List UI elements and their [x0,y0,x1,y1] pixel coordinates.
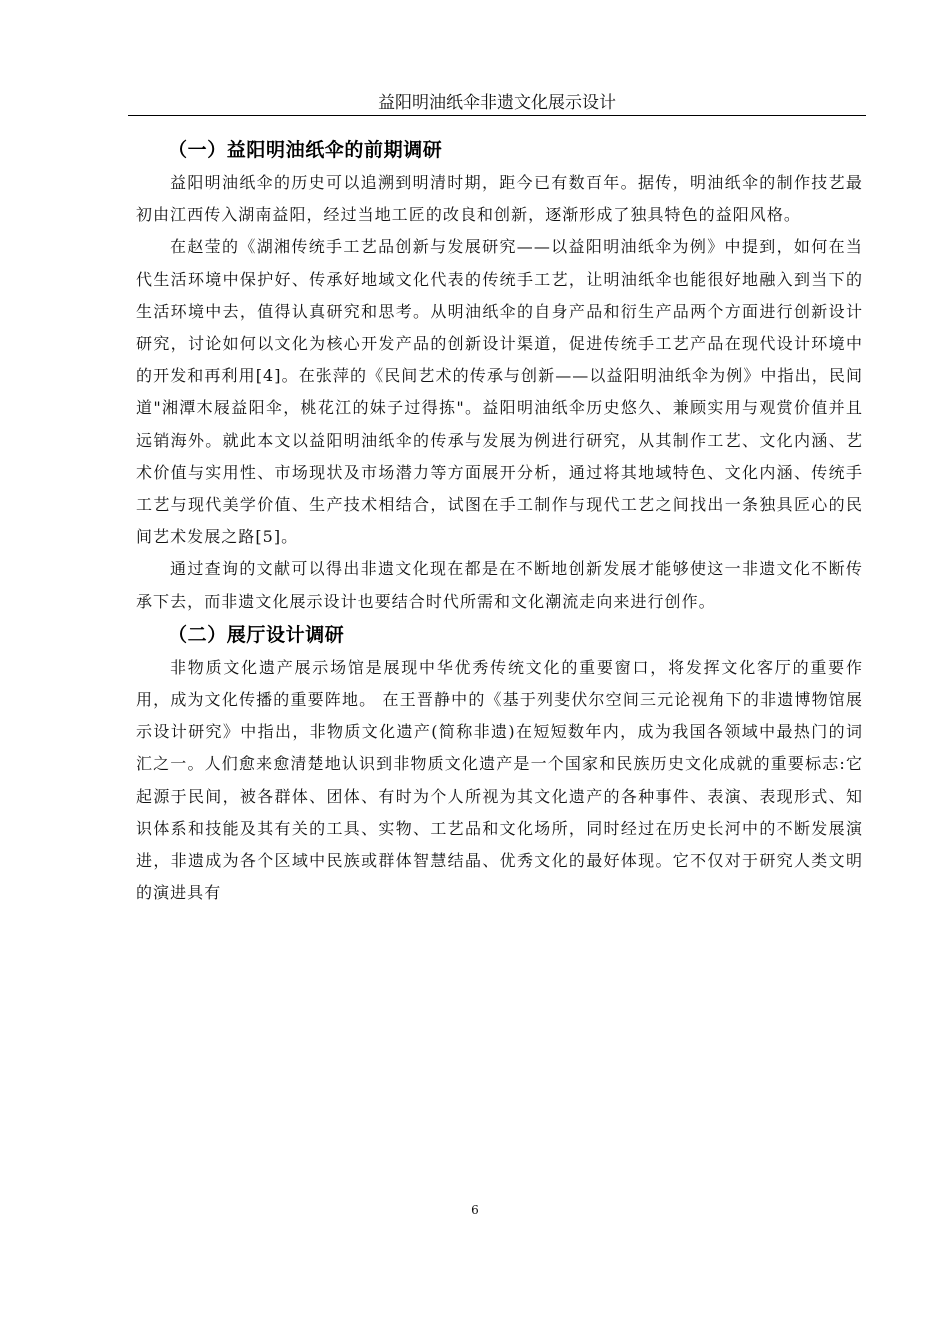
section-heading-preliminary-research: （一）益阳明油纸伞的前期调研 [168,139,443,161]
section-heading-exhibition-hall-research: （二）展厅设计调研 [168,623,345,646]
page-number: 6 [471,1203,479,1217]
header-divider [128,115,866,116]
paragraph: 益阳明油纸伞的历史可以追溯到明清时期，距今已有数百年。据传，明油纸伞的制作技艺最初由江西传入湖南益阳，经过当地工匠的改良和创新，逐渐形成了独具特色的益阳风格。 [136,173,863,225]
paragraph: 通过查询的文献可以得出非遗文化现在都是在不断地创新发展才能够使这一非遗文化不断传承下去，而非遗文化展示设计也要结合时代所需和文化潮流走向来进行创作。 [136,559,863,611]
running-header-title: 益阳明油纸伞非遗文化展示设计 [378,93,616,113]
paragraph: 非物质文化遗产展示场馆是展现中华优秀传统文化的重要窗口，将发挥文化客厅的重要作用，成为文化传播的重要阵地。 在王晋静中的《基于列斐伏尔空间三元论视角下的非遗博物馆展示设计研究》中指出，非物质文化遗产(简称非遗)在短短数年内，成为我国各领域中最热门的词汇之一。人们愈来愈清楚地认识到非物质文化遗产是一个国家和民族历史文化成就的重要标志:它起源于民间，被各群体、团体、有时为个人所视为其文化遗产的各种事件、表演、表现形式、知识体系和技能及其有关的工具、实物、工艺品和文化场所，同时经过在历史长河中的不断发展演进，非遗成为各个区域中民族或群体智慧结晶、优秀文化的最好体现。它不仅对于研究人类文明的演进具有 [136,657,863,903]
paragraph: 在赵莹的《湖湘传统手工艺品创新与发展研究——以益阳明油纸伞为例》中提到，如何在当代生活环境中保护好、传承好地域文化代表的传统手工艺，让明油纸伞也能很好地融入到当下的生活环境中去，值得认真研究和思考。从明油纸伞的自身产品和衍生产品两个方面进行创新设计研究，讨论如何以文化为核心开发产品的创新设计渠道，促进传统手工艺产品在现代设计环境中的开发和再利用[4]。在张萍的《民间艺术的传承与创新——以益阳明油纸伞为例》中指出，民间道"湘潭木屐益阳伞，桃花江的妹子过得拣"。益阳明油纸伞历史悠久、兼顾实用与观赏价值并且远销海外。就此本文以益阳明油纸伞的传承与发展为例进行研究，从其制作工艺、文化内涵、艺术价值与实用性、市场现状及市场潜力等方面展开分析，通过将其地域特色、文化内涵、传统手工艺与现代美学价值、生产技术相结合，试图在手工制作与现代工艺之间找出一条独具匠心的民间艺术发展之路[5]。 [136,237,863,547]
body-content [136,133,863,909]
